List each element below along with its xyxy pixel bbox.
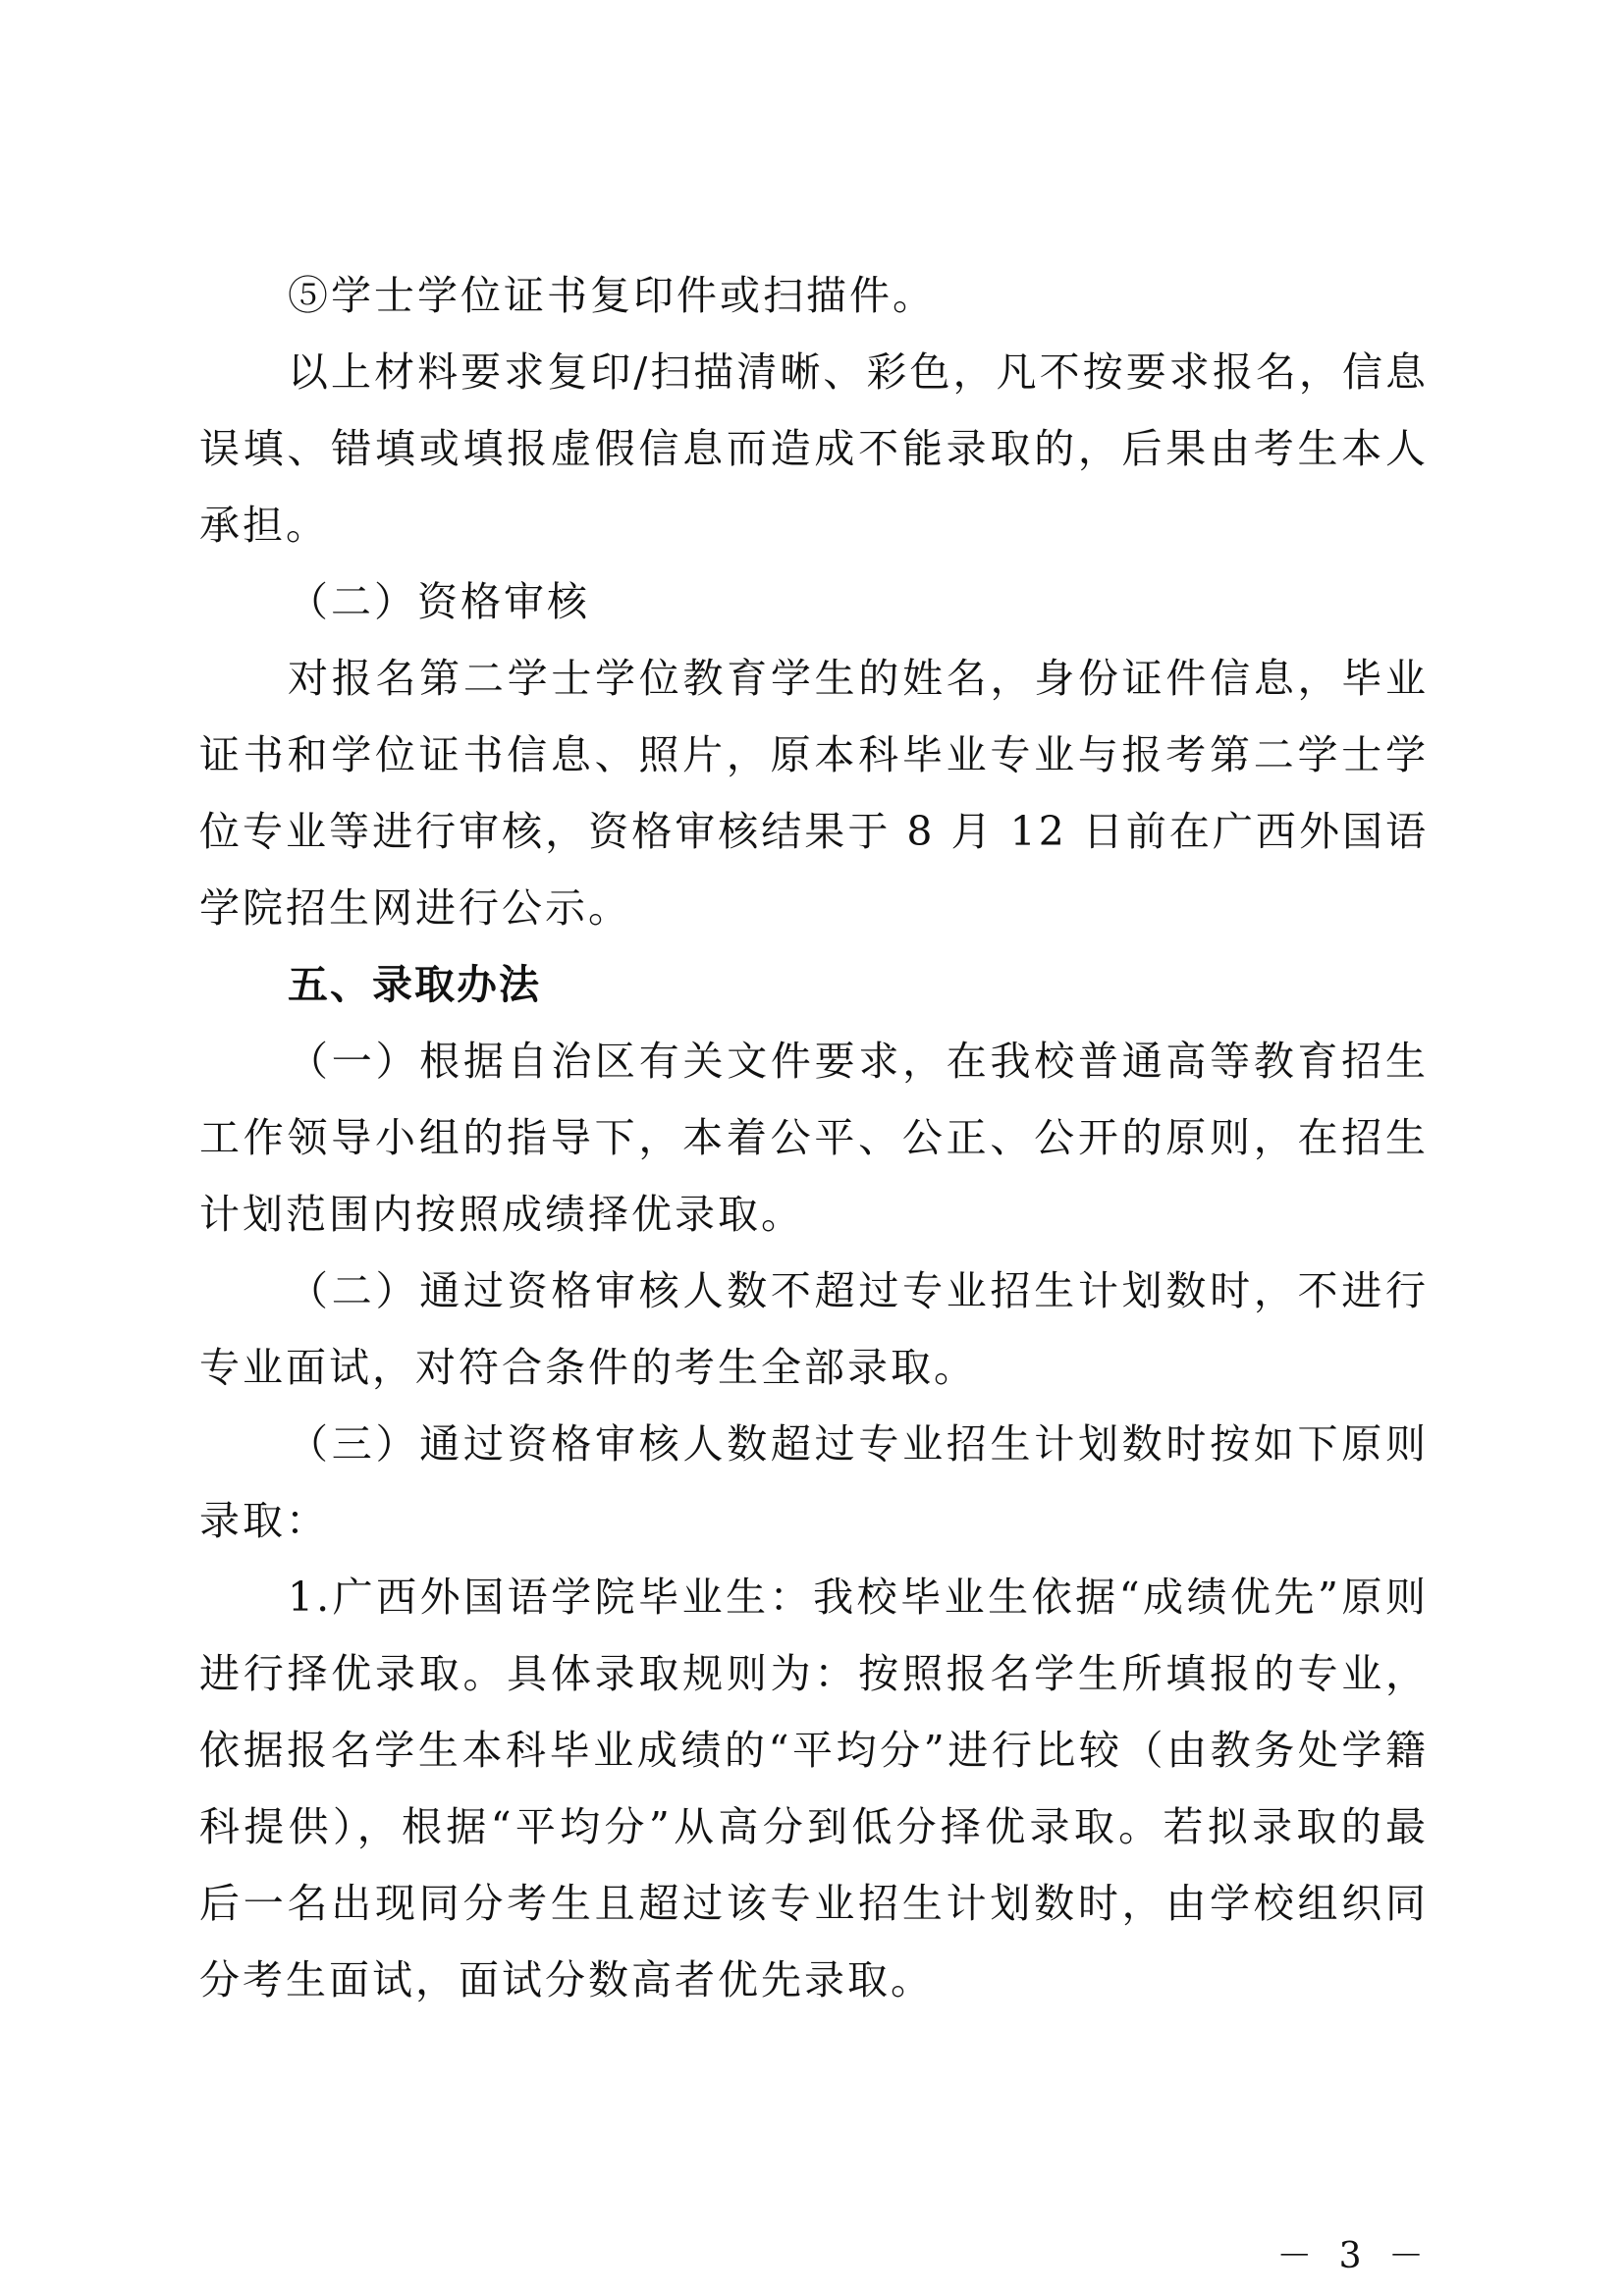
paragraph-material-item-5: ⑤学士学位证书复印件或扫描件。 [288, 272, 936, 319]
paragraph-admission-rule-2: （二）通过资格审核人数不超过专业招生计划数时，不进行专业面试，对符合条件的考生全部录取。 [199, 1267, 1429, 1391]
paragraph-admission-rule-1: （一）根据自治区有关文件要求，在我校普通高等教育招生工作领导小组的指导下，本着公平、公正、公开的原则，在招生计划范围内按照成绩择优录取。 [199, 1038, 1429, 1238]
document-body [199, 257, 1429, 2018]
paragraph-graduate-admission: 1.广西外国语学院毕业生：我校毕业生依据“成绩优先”原则进行择优录取。具体录取规则为：按照报名学生所填报的专业，依据报名学生本科毕业成绩的“平均分”进行比较（由教务处学籍科提供），根据“平均分”从高分到低分择优录取。若拟录取的最后一名出现同分考生且超过该专业招生计划数时，由学校组织同分考生面试，面试分数高者优先录取。 [199, 1574, 1429, 2003]
paragraph-admission-rule-3: （三）通过资格审核人数超过专业招生计划数时按如下原则录取： [199, 1420, 1429, 1544]
paragraph-material-requirements: 以上材料要求复印/扫描清晰、彩色，凡不按要求报名，信息误填、错填或填报虚假信息而造成不能录取的，后果由考生本人承担。 [199, 348, 1429, 549]
subheading-qualification-review: （二）资格审核 [288, 578, 590, 625]
heading-admission-method: 五、录取办法 [288, 961, 541, 1008]
paragraph-qualification-review: 对报名第二学士学位教育学生的姓名，身份证件信息，毕业证书和学位证书信息、照片，原本科毕业专业与报考第二学士学位专业等进行审核，资格审核结果于 8 月 12 日前在广西外国语学院招生网进行公示。 [199, 655, 1429, 932]
page-number: － 3 － [1276, 2236, 1432, 2276]
